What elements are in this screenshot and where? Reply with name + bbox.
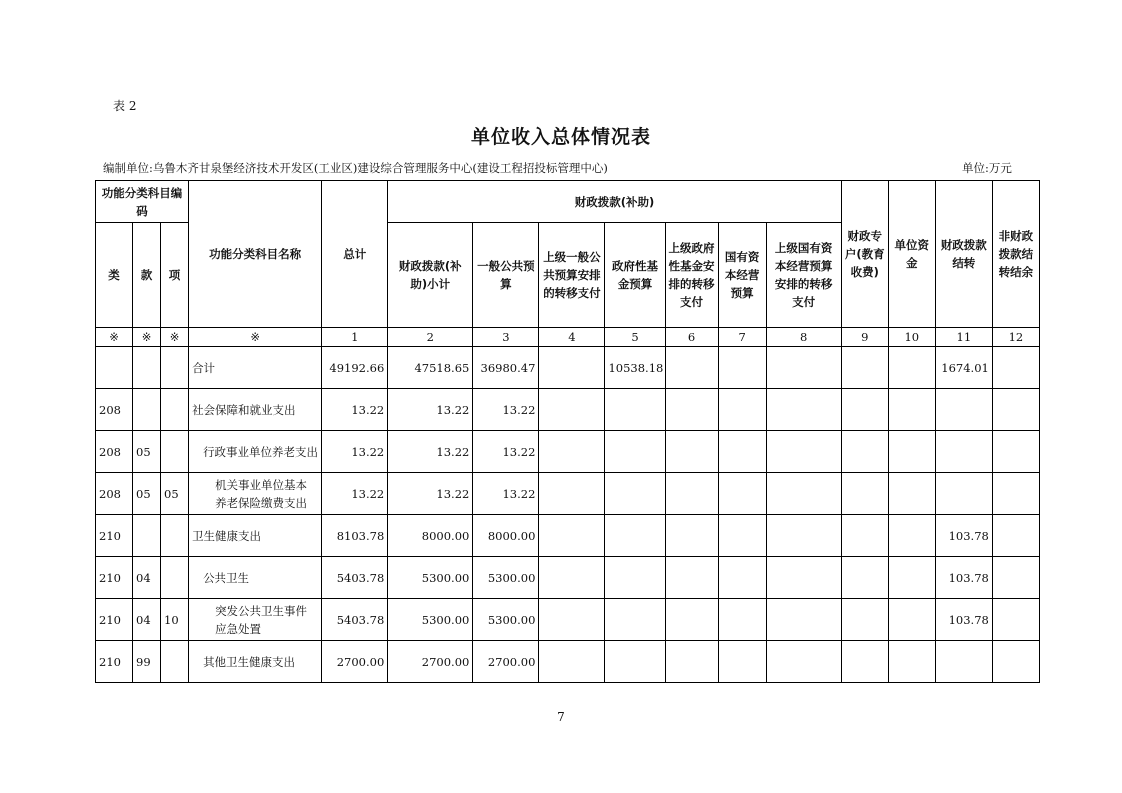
row-name-cell: 其他卫生健康支出 xyxy=(189,641,322,683)
header-general-budget: 一般公共预算 xyxy=(473,223,539,328)
marker-cell: 3 xyxy=(473,328,539,347)
row-name-cell: 卫生健康支出 xyxy=(189,515,322,557)
row-value-cell: 05 xyxy=(133,473,161,515)
header-fiscal-group: 财政拨款(补助) xyxy=(388,181,841,223)
row-value-cell: 99 xyxy=(133,641,161,683)
row-value-cell xyxy=(841,557,888,599)
row-value-cell xyxy=(665,473,718,515)
row-value-cell xyxy=(718,431,766,473)
row-value-cell xyxy=(161,557,189,599)
row-value-cell: 5300.00 xyxy=(388,599,473,641)
row-value-cell: 5300.00 xyxy=(473,599,539,641)
marker-cell: ※ xyxy=(96,328,133,347)
row-value-cell: 210 xyxy=(96,641,133,683)
row-value-cell: 49192.66 xyxy=(322,347,388,389)
row-value-cell: 13.22 xyxy=(473,473,539,515)
page-number: 7 xyxy=(557,710,565,724)
page-title: 单位收入总体情况表 xyxy=(470,126,651,148)
marker-cell: 10 xyxy=(888,328,935,347)
row-value-cell xyxy=(605,389,665,431)
row-value-cell xyxy=(718,347,766,389)
header-lei: 类 xyxy=(96,223,133,328)
row-value-cell: 210 xyxy=(96,599,133,641)
table-row xyxy=(96,473,1040,515)
marker-row xyxy=(96,328,1040,347)
row-value-cell xyxy=(766,389,841,431)
row-value-cell xyxy=(161,389,189,431)
header-total: 总计 xyxy=(322,181,388,328)
table-row xyxy=(96,641,1040,683)
income-table xyxy=(95,180,1040,683)
marker-cell: ※ xyxy=(189,328,322,347)
row-value-cell: 13.22 xyxy=(322,473,388,515)
row-value-cell: 210 xyxy=(96,557,133,599)
row-value-cell xyxy=(841,641,888,683)
table-label: 表 2 xyxy=(113,99,137,113)
table-row xyxy=(96,347,1040,389)
row-value-cell: 8000.00 xyxy=(388,515,473,557)
row-value-cell: 04 xyxy=(133,557,161,599)
marker-cell: 5 xyxy=(605,328,665,347)
marker-cell: 6 xyxy=(665,328,718,347)
row-value-cell xyxy=(992,599,1039,641)
row-value-cell xyxy=(605,473,665,515)
row-value-cell xyxy=(133,347,161,389)
row-value-cell xyxy=(888,473,935,515)
table-row xyxy=(96,431,1040,473)
row-value-cell xyxy=(992,557,1039,599)
marker-cell: 2 xyxy=(388,328,473,347)
row-value-cell xyxy=(888,557,935,599)
row-value-cell xyxy=(133,389,161,431)
header-xiang: 项 xyxy=(161,223,189,328)
row-value-cell xyxy=(935,431,992,473)
row-value-cell xyxy=(665,557,718,599)
row-value-cell xyxy=(665,599,718,641)
row-value-cell xyxy=(539,557,605,599)
row-value-cell xyxy=(841,347,888,389)
marker-cell: 11 xyxy=(935,328,992,347)
row-value-cell xyxy=(133,515,161,557)
row-value-cell xyxy=(665,515,718,557)
row-value-cell: 13.22 xyxy=(388,431,473,473)
row-name-cell: 合计 xyxy=(189,347,322,389)
table-row xyxy=(96,599,1040,641)
row-value-cell xyxy=(935,641,992,683)
header-gov-fund: 政府性基金预算 xyxy=(605,223,665,328)
row-value-cell xyxy=(718,599,766,641)
header-upper-gov-fund-transfer: 上级政府性基金安排的转移支付 xyxy=(665,223,718,328)
table-row xyxy=(96,515,1040,557)
row-value-cell xyxy=(888,347,935,389)
row-name-cell: 行政事业单位养老支出 xyxy=(189,431,322,473)
row-value-cell: 13.22 xyxy=(388,473,473,515)
row-value-cell: 208 xyxy=(96,473,133,515)
row-name-cell: 社会保障和就业支出 xyxy=(189,389,322,431)
row-value-cell xyxy=(888,599,935,641)
marker-cell: 8 xyxy=(766,328,841,347)
row-value-cell: 2700.00 xyxy=(388,641,473,683)
row-value-cell: 10 xyxy=(161,599,189,641)
row-value-cell xyxy=(161,641,189,683)
row-value-cell xyxy=(718,473,766,515)
row-value-cell xyxy=(605,515,665,557)
row-value-cell xyxy=(539,515,605,557)
row-value-cell xyxy=(992,473,1039,515)
row-value-cell xyxy=(766,557,841,599)
row-value-cell xyxy=(718,389,766,431)
row-name-cell: 机关事业单位基本养老保险缴费支出 xyxy=(189,473,322,515)
header-kuan: 款 xyxy=(133,223,161,328)
header-state-capital: 国有资本经营预算 xyxy=(718,223,766,328)
row-value-cell xyxy=(605,599,665,641)
table-row xyxy=(96,557,1040,599)
row-value-cell xyxy=(539,473,605,515)
header-fiscal-carryover: 财政拨款结转 xyxy=(935,181,992,328)
row-value-cell xyxy=(161,347,189,389)
row-value-cell: 10538.18 xyxy=(605,347,665,389)
row-value-cell: 13.22 xyxy=(473,431,539,473)
row-value-cell xyxy=(766,431,841,473)
row-value-cell xyxy=(665,641,718,683)
row-value-cell: 208 xyxy=(96,389,133,431)
row-value-cell xyxy=(935,473,992,515)
row-value-cell xyxy=(841,515,888,557)
row-value-cell xyxy=(718,515,766,557)
header-upper-general-transfer: 上级一般公共预算安排的转移支付 xyxy=(539,223,605,328)
row-value-cell: 47518.65 xyxy=(388,347,473,389)
row-value-cell: 103.78 xyxy=(935,599,992,641)
row-value-cell xyxy=(605,641,665,683)
row-value-cell xyxy=(888,431,935,473)
row-value-cell: 13.22 xyxy=(322,389,388,431)
row-value-cell xyxy=(605,557,665,599)
row-value-cell xyxy=(161,431,189,473)
row-value-cell xyxy=(539,431,605,473)
row-value-cell xyxy=(841,599,888,641)
row-value-cell: 13.22 xyxy=(388,389,473,431)
row-value-cell xyxy=(539,389,605,431)
marker-cell: ※ xyxy=(161,328,189,347)
row-value-cell: 5403.78 xyxy=(322,599,388,641)
unit-label: 单位:万元 xyxy=(962,161,1012,175)
row-value-cell xyxy=(766,599,841,641)
row-value-cell xyxy=(766,515,841,557)
row-value-cell: 5300.00 xyxy=(473,557,539,599)
marker-cell: 7 xyxy=(718,328,766,347)
row-value-cell xyxy=(992,431,1039,473)
row-value-cell: 2700.00 xyxy=(473,641,539,683)
row-value-cell: 04 xyxy=(133,599,161,641)
row-value-cell xyxy=(665,431,718,473)
header-upper-state-capital-transfer: 上级国有资本经营预算安排的转移支付 xyxy=(766,223,841,328)
marker-cell: 12 xyxy=(992,328,1039,347)
marker-cell: 9 xyxy=(841,328,888,347)
row-value-cell: 5403.78 xyxy=(322,557,388,599)
row-value-cell xyxy=(766,473,841,515)
row-value-cell: 2700.00 xyxy=(322,641,388,683)
header-func-name: 功能分类科目名称 xyxy=(189,181,322,328)
row-value-cell: 5300.00 xyxy=(388,557,473,599)
row-value-cell xyxy=(539,347,605,389)
row-value-cell: 208 xyxy=(96,431,133,473)
row-value-cell xyxy=(718,641,766,683)
header-unit-funds: 单位资金 xyxy=(888,181,935,328)
row-name-cell: 突发公共卫生事件应急处置 xyxy=(189,599,322,641)
row-value-cell: 8000.00 xyxy=(473,515,539,557)
row-name-cell: 公共卫生 xyxy=(189,557,322,599)
row-value-cell xyxy=(605,431,665,473)
row-value-cell: 103.78 xyxy=(935,557,992,599)
row-value-cell: 103.78 xyxy=(935,515,992,557)
row-value-cell xyxy=(888,515,935,557)
row-value-cell: 8103.78 xyxy=(322,515,388,557)
row-value-cell: 1674.01 xyxy=(935,347,992,389)
row-value-cell xyxy=(161,515,189,557)
row-value-cell: 13.22 xyxy=(473,389,539,431)
row-value-cell xyxy=(841,389,888,431)
row-value-cell xyxy=(96,347,133,389)
row-value-cell xyxy=(935,389,992,431)
row-value-cell xyxy=(766,641,841,683)
table-row xyxy=(96,389,1040,431)
row-value-cell xyxy=(665,347,718,389)
header-func-code: 功能分类科目编码 xyxy=(96,181,189,223)
header-nonfiscal-carryover: 非财政拨款结转结余 xyxy=(992,181,1039,328)
row-value-cell xyxy=(539,641,605,683)
row-value-cell xyxy=(766,347,841,389)
row-value-cell xyxy=(841,473,888,515)
row-value-cell: 05 xyxy=(133,431,161,473)
marker-cell: 1 xyxy=(322,328,388,347)
row-value-cell xyxy=(665,389,718,431)
compiler-label: 编制单位:乌鲁木齐甘泉堡经济技术开发区(工业区)建设综合管理服务中心(建设工程招投标管理中心) xyxy=(103,161,608,175)
header-special-account: 财政专户(教育收费) xyxy=(841,181,888,328)
row-value-cell xyxy=(539,599,605,641)
row-value-cell: 36980.47 xyxy=(473,347,539,389)
marker-cell: ※ xyxy=(133,328,161,347)
row-value-cell: 13.22 xyxy=(322,431,388,473)
row-value-cell xyxy=(841,431,888,473)
row-value-cell: 210 xyxy=(96,515,133,557)
row-value-cell xyxy=(888,389,935,431)
header-fiscal-subtotal: 财政拨款(补助)小计 xyxy=(388,223,473,328)
row-value-cell xyxy=(992,347,1039,389)
marker-cell: 4 xyxy=(539,328,605,347)
row-value-cell xyxy=(718,557,766,599)
row-value-cell: 05 xyxy=(161,473,189,515)
row-value-cell xyxy=(992,641,1039,683)
row-value-cell xyxy=(888,641,935,683)
row-value-cell xyxy=(992,515,1039,557)
row-value-cell xyxy=(992,389,1039,431)
